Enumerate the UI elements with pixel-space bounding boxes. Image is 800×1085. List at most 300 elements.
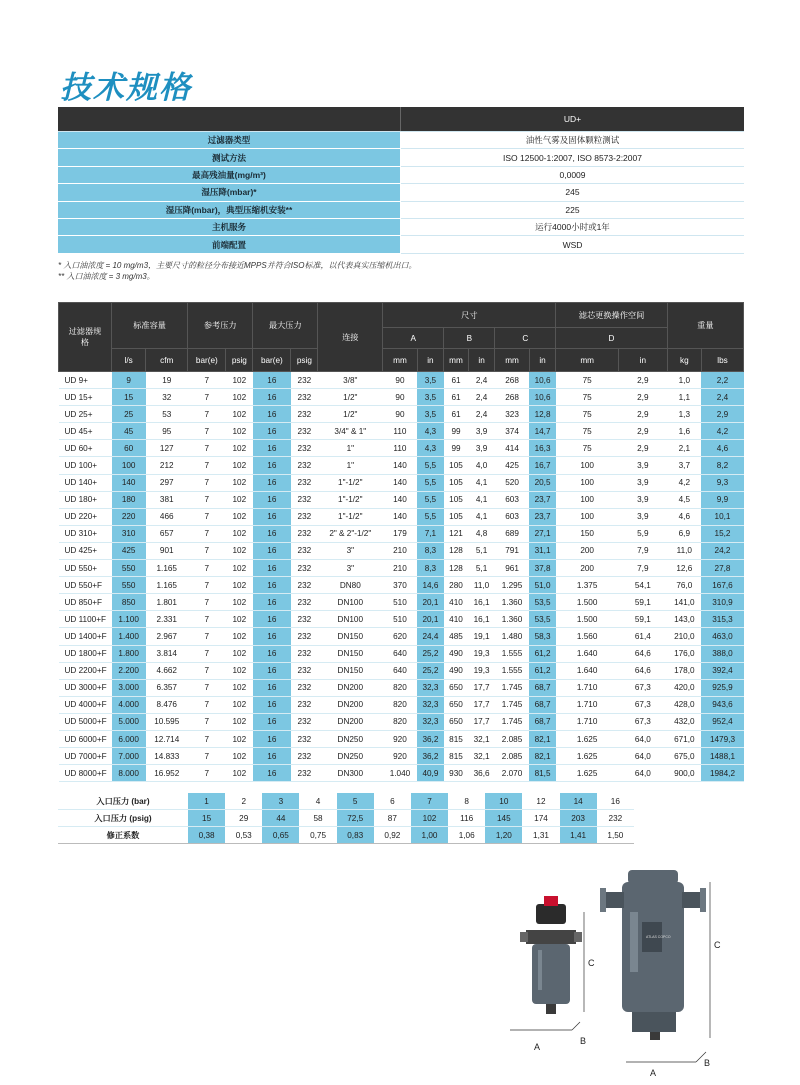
data-cell: 1.040 — [383, 765, 417, 782]
header-unit: in — [618, 349, 667, 372]
data-cell: 16 — [253, 594, 291, 611]
pressure-cell: 145 — [485, 810, 522, 827]
table-row — [59, 679, 744, 696]
data-cell: 102 — [226, 577, 253, 594]
data-cell: 36,2 — [417, 730, 444, 747]
data-cell: 102 — [226, 662, 253, 679]
spec-row — [58, 236, 744, 253]
data-cell: 232 — [291, 645, 318, 662]
brand-logo: ATLAS COPCO — [646, 935, 671, 939]
small-filter-indicator — [544, 896, 558, 906]
data-cell: 61 — [444, 372, 469, 389]
data-cell: 102 — [226, 542, 253, 559]
data-cell: 100 — [556, 457, 619, 474]
model-cell: UD 5000+F — [59, 713, 112, 730]
pressure-cell: 116 — [448, 810, 485, 827]
data-cell: 45 — [112, 423, 146, 440]
data-cell: 2" & 2"-1/2" — [318, 525, 383, 542]
data-cell: 820 — [383, 713, 417, 730]
data-cell: 1.375 — [556, 577, 619, 594]
data-cell: 14.833 — [146, 748, 188, 765]
data-cell: 90 — [383, 372, 417, 389]
pressure-cell: 232 — [597, 810, 634, 827]
data-cell: 102 — [226, 730, 253, 747]
data-cell: 381 — [146, 491, 188, 508]
data-cell: 64,6 — [618, 645, 667, 662]
data-cell: 59,1 — [618, 594, 667, 611]
data-cell: 102 — [226, 474, 253, 491]
data-cell: 4,8 — [468, 525, 495, 542]
data-cell: 20,1 — [417, 594, 444, 611]
data-cell: 61 — [444, 389, 469, 406]
data-cell: 7 — [188, 679, 226, 696]
data-cell: 1.400 — [112, 628, 146, 645]
data-cell: 64,0 — [618, 748, 667, 765]
data-cell: 7 — [188, 406, 226, 423]
data-cell: 40,9 — [417, 765, 444, 782]
table-row — [59, 406, 744, 423]
data-cell: 510 — [383, 594, 417, 611]
data-cell: 232 — [291, 406, 318, 423]
data-cell: 4,6 — [701, 440, 743, 457]
data-cell: 1/2" — [318, 389, 383, 406]
header-unit: mm — [383, 349, 417, 372]
data-cell: 901 — [146, 542, 188, 559]
header-unit: in — [417, 349, 444, 372]
data-cell: 2,9 — [618, 372, 667, 389]
model-cell: UD 4000+F — [59, 696, 112, 713]
data-cell: 105 — [444, 508, 469, 525]
data-cell: 19,3 — [468, 662, 495, 679]
data-cell: 27,1 — [529, 525, 556, 542]
data-cell: 490 — [444, 662, 469, 679]
data-cell: 54,1 — [618, 577, 667, 594]
data-cell: 64,0 — [618, 765, 667, 782]
data-cell: 178,0 — [667, 662, 701, 679]
data-cell: 2,4 — [468, 406, 495, 423]
table-row — [59, 645, 744, 662]
data-cell: 3,5 — [417, 372, 444, 389]
pressure-cell: 0,75 — [299, 827, 336, 844]
data-cell: 128 — [444, 542, 469, 559]
spec-row — [58, 149, 744, 166]
data-cell: 27,8 — [701, 560, 743, 577]
data-cell: 232 — [291, 594, 318, 611]
large-filter-drawing — [600, 870, 710, 1062]
table-row — [59, 560, 744, 577]
data-cell: 220 — [112, 508, 146, 525]
data-cell: 102 — [226, 594, 253, 611]
model-cell: UD 3000+F — [59, 679, 112, 696]
header-unit: mm — [495, 349, 529, 372]
data-cell: 7 — [188, 662, 226, 679]
data-cell: 603 — [495, 508, 529, 525]
data-cell: 4,1 — [468, 474, 495, 491]
pressure-cell: 0,38 — [188, 827, 225, 844]
data-cell: 550 — [112, 560, 146, 577]
pressure-cell: 44 — [262, 810, 299, 827]
data-cell: 100 — [556, 508, 619, 525]
product-table — [58, 302, 744, 782]
data-cell: 82,1 — [529, 730, 556, 747]
data-cell: 414 — [495, 440, 529, 457]
data-cell: 11,0 — [667, 542, 701, 559]
spec-value: WSD — [401, 236, 745, 253]
data-cell: 6.357 — [146, 679, 188, 696]
table-row — [59, 594, 744, 611]
data-cell: 16,3 — [529, 440, 556, 457]
data-cell: 1.165 — [146, 577, 188, 594]
data-cell: 7 — [188, 423, 226, 440]
spec-label: 前端配置 — [58, 236, 401, 253]
data-cell: 140 — [383, 457, 417, 474]
data-cell: 16 — [253, 491, 291, 508]
data-cell: 16,1 — [468, 611, 495, 628]
data-cell: 24,4 — [417, 628, 444, 645]
header-unit: psig — [226, 349, 253, 372]
table-row — [59, 713, 744, 730]
header-dim-a: A — [383, 328, 444, 349]
data-cell: 59,1 — [618, 611, 667, 628]
data-cell: 19,3 — [468, 645, 495, 662]
data-cell: 3,9 — [618, 474, 667, 491]
data-cell: 8,3 — [417, 542, 444, 559]
data-cell: 16,1 — [468, 594, 495, 611]
data-cell: 1.500 — [556, 594, 619, 611]
data-cell: 3/8" — [318, 372, 383, 389]
data-cell: 16 — [253, 713, 291, 730]
data-cell: 463,0 — [701, 628, 743, 645]
model-cell: UD 140+ — [59, 474, 112, 491]
table-row — [59, 748, 744, 765]
spec-label: 湿压降(mbar)* — [58, 184, 401, 201]
data-cell: 16 — [253, 730, 291, 747]
data-cell: 15 — [112, 389, 146, 406]
data-cell: 100 — [112, 457, 146, 474]
spec-value: 0,0009 — [401, 166, 745, 183]
data-cell: 432,0 — [667, 713, 701, 730]
data-cell: 75 — [556, 423, 619, 440]
data-cell: 58,3 — [529, 628, 556, 645]
data-cell: 7,9 — [618, 560, 667, 577]
pressure-cell: 102 — [411, 810, 448, 827]
data-cell: 5,5 — [417, 474, 444, 491]
data-cell: 900,0 — [667, 765, 701, 782]
data-cell: 3,9 — [468, 440, 495, 457]
data-cell: 8.476 — [146, 696, 188, 713]
pressure-row — [58, 827, 634, 844]
data-cell: 23,7 — [529, 508, 556, 525]
data-cell: 9,3 — [701, 474, 743, 491]
data-cell: DN150 — [318, 662, 383, 679]
data-cell: 20,1 — [417, 611, 444, 628]
data-cell: 1.710 — [556, 696, 619, 713]
data-cell: 1.480 — [495, 628, 529, 645]
pressure-row — [58, 810, 634, 827]
model-cell: UD 45+ — [59, 423, 112, 440]
footnote-1: * 入口油浓度 = 10 mg/m3，主要尺寸的粒径分布接近MPPS并符合ISO标准，以代表真实压缩机出口。 — [58, 261, 417, 270]
data-cell: 7 — [188, 645, 226, 662]
small-filter-label-b: B — [580, 1036, 587, 1046]
data-cell: 36,2 — [417, 748, 444, 765]
header-weight: 重量 — [667, 303, 743, 349]
data-cell: 268 — [495, 389, 529, 406]
model-cell: UD 180+ — [59, 491, 112, 508]
header-dim-c: C — [495, 328, 556, 349]
data-cell: 75 — [556, 372, 619, 389]
table-row — [59, 696, 744, 713]
data-cell: 1984,2 — [701, 765, 743, 782]
data-cell: 671,0 — [667, 730, 701, 747]
data-cell: 603 — [495, 491, 529, 508]
data-cell: 425 — [112, 542, 146, 559]
data-cell: 121 — [444, 525, 469, 542]
data-cell: 232 — [291, 491, 318, 508]
data-cell: 650 — [444, 696, 469, 713]
large-filter-label-a: A — [650, 1068, 657, 1078]
header-unit: bar(e) — [253, 349, 291, 372]
data-cell: 1.640 — [556, 662, 619, 679]
data-cell: 7 — [188, 577, 226, 594]
data-cell: 25 — [112, 406, 146, 423]
data-cell: 5,1 — [468, 542, 495, 559]
data-cell: 32,1 — [468, 730, 495, 747]
data-cell: 370 — [383, 577, 417, 594]
data-cell: 7,9 — [618, 542, 667, 559]
data-cell: 5,1 — [468, 560, 495, 577]
table-row — [59, 730, 744, 747]
data-cell: 16 — [253, 457, 291, 474]
data-cell: DN80 — [318, 577, 383, 594]
data-cell: 16 — [253, 628, 291, 645]
data-cell: 7 — [188, 594, 226, 611]
data-cell: 232 — [291, 765, 318, 782]
data-cell: 3,9 — [618, 491, 667, 508]
model-cell: UD 1100+F — [59, 611, 112, 628]
data-cell: DN250 — [318, 730, 383, 747]
pressure-row-label: 入口压力 (bar) — [58, 793, 188, 810]
data-cell: 232 — [291, 389, 318, 406]
data-cell: 791 — [495, 542, 529, 559]
pressure-row-label: 入口压力 (psig) — [58, 810, 188, 827]
data-cell: 16 — [253, 577, 291, 594]
table-row — [59, 662, 744, 679]
data-cell: 102 — [226, 645, 253, 662]
pressure-row-label: 修正系数 — [58, 827, 188, 844]
data-cell: 37,8 — [529, 560, 556, 577]
data-cell: 140 — [383, 474, 417, 491]
data-cell: 425 — [495, 457, 529, 474]
data-cell: 3/4" & 1" — [318, 423, 383, 440]
data-cell: 105 — [444, 474, 469, 491]
data-cell: 232 — [291, 440, 318, 457]
model-cell: UD 6000+F — [59, 730, 112, 747]
spec-row — [58, 201, 744, 218]
data-cell: 2,9 — [618, 440, 667, 457]
model-cell: UD 1400+F — [59, 628, 112, 645]
spec-row — [58, 184, 744, 201]
data-cell: 4,3 — [417, 423, 444, 440]
data-cell: 232 — [291, 372, 318, 389]
data-cell: 32,3 — [417, 713, 444, 730]
pressure-cell: 16 — [597, 793, 634, 810]
data-cell: 14,6 — [417, 577, 444, 594]
data-cell: 14,7 — [529, 423, 556, 440]
header-dimensions: 尺寸 — [383, 303, 556, 328]
spec-value: 245 — [401, 184, 745, 201]
model-cell: UD 550+ — [59, 560, 112, 577]
data-cell: 930 — [444, 765, 469, 782]
pressure-cell: 72,5 — [337, 810, 374, 827]
pressure-cell: 7 — [411, 793, 448, 810]
data-cell: 19 — [146, 372, 188, 389]
data-cell: 64,6 — [618, 662, 667, 679]
data-cell: 100 — [556, 491, 619, 508]
data-cell: 9,9 — [701, 491, 743, 508]
data-cell: 81,5 — [529, 765, 556, 782]
data-cell: 1.625 — [556, 730, 619, 747]
data-cell: 16 — [253, 542, 291, 559]
spec-value: 油性气雾及固体颗粒测试 — [401, 132, 745, 149]
data-cell: 232 — [291, 628, 318, 645]
data-cell: 4,0 — [468, 457, 495, 474]
data-cell: 7 — [188, 696, 226, 713]
data-cell: 820 — [383, 696, 417, 713]
data-cell: 90 — [383, 406, 417, 423]
data-cell: 374 — [495, 423, 529, 440]
pressure-cell: 10 — [485, 793, 522, 810]
data-cell: 7 — [188, 713, 226, 730]
data-cell: 102 — [226, 679, 253, 696]
data-cell: 5,5 — [417, 508, 444, 525]
data-cell: 150 — [556, 525, 619, 542]
data-cell: 31,1 — [529, 542, 556, 559]
data-cell: 12,8 — [529, 406, 556, 423]
data-cell: 3,9 — [618, 457, 667, 474]
data-cell: 25,2 — [417, 662, 444, 679]
data-cell: 1.801 — [146, 594, 188, 611]
data-cell: 16 — [253, 474, 291, 491]
spec-label: 主机服务 — [58, 218, 401, 235]
data-cell: 128 — [444, 560, 469, 577]
data-cell: 200 — [556, 560, 619, 577]
data-cell: 75 — [556, 440, 619, 457]
data-cell: 53,5 — [529, 611, 556, 628]
data-cell: 1.560 — [556, 628, 619, 645]
data-cell: 7 — [188, 457, 226, 474]
data-cell: 1.800 — [112, 645, 146, 662]
data-cell: 99 — [444, 423, 469, 440]
data-cell: 140 — [112, 474, 146, 491]
data-cell: 105 — [444, 491, 469, 508]
data-cell: 68,7 — [529, 679, 556, 696]
data-cell: 102 — [226, 491, 253, 508]
data-cell: 510 — [383, 611, 417, 628]
data-cell: 4,1 — [468, 491, 495, 508]
data-cell: 17,7 — [468, 713, 495, 730]
pressure-cell: 0,92 — [374, 827, 411, 844]
model-cell: UD 550+F — [59, 577, 112, 594]
model-cell: UD 425+ — [59, 542, 112, 559]
data-cell: 1.710 — [556, 713, 619, 730]
data-cell: 179 — [383, 525, 417, 542]
data-cell: 102 — [226, 713, 253, 730]
large-filter-label-c: C — [714, 940, 721, 950]
header-model — [59, 303, 112, 372]
data-cell: 75 — [556, 389, 619, 406]
data-cell: 1,6 — [667, 423, 701, 440]
spec-row — [58, 132, 744, 149]
data-cell: 466 — [146, 508, 188, 525]
data-cell: 3,5 — [417, 389, 444, 406]
data-cell: 640 — [383, 645, 417, 662]
pressure-cell: 8 — [448, 793, 485, 810]
data-cell: 11,0 — [468, 577, 495, 594]
data-cell: 232 — [291, 730, 318, 747]
data-cell: 61 — [444, 406, 469, 423]
table-row — [59, 423, 744, 440]
header-dim-b: B — [444, 328, 495, 349]
data-cell: 102 — [226, 525, 253, 542]
data-cell: 102 — [226, 440, 253, 457]
data-cell: 323 — [495, 406, 529, 423]
data-cell: 620 — [383, 628, 417, 645]
pressure-cell: 15 — [188, 810, 225, 827]
data-cell: 68,7 — [529, 696, 556, 713]
data-cell: 280 — [444, 577, 469, 594]
data-cell: 32,3 — [417, 679, 444, 696]
data-cell: 7 — [188, 491, 226, 508]
data-cell: 657 — [146, 525, 188, 542]
data-cell: 550 — [112, 577, 146, 594]
data-cell: 3,9 — [468, 423, 495, 440]
data-cell: 16 — [253, 389, 291, 406]
pressure-cell: 0,83 — [337, 827, 374, 844]
data-cell: 2,4 — [701, 389, 743, 406]
header-unit: psig — [291, 349, 318, 372]
table-row — [59, 508, 744, 525]
data-cell: 3" — [318, 542, 383, 559]
data-cell: 1.165 — [146, 560, 188, 577]
data-cell: 1488,1 — [701, 748, 743, 765]
data-cell: 2,9 — [618, 389, 667, 406]
data-cell: DN150 — [318, 628, 383, 645]
pressure-cell: 6 — [374, 793, 411, 810]
table-row — [59, 611, 744, 628]
data-cell: 6,9 — [667, 525, 701, 542]
data-cell: 16 — [253, 679, 291, 696]
data-cell: 16 — [253, 765, 291, 782]
data-cell: 850 — [112, 594, 146, 611]
data-cell: 61,4 — [618, 628, 667, 645]
data-cell: 1"-1/2" — [318, 508, 383, 525]
data-cell: 140 — [383, 491, 417, 508]
model-cell: UD 850+F — [59, 594, 112, 611]
data-cell: 3" — [318, 560, 383, 577]
data-cell: 76,0 — [667, 577, 701, 594]
data-cell: 7 — [188, 765, 226, 782]
data-cell: 520 — [495, 474, 529, 491]
page-title: 技术规格 — [60, 70, 192, 106]
data-cell: 102 — [226, 389, 253, 406]
data-cell: DN250 — [318, 748, 383, 765]
data-cell: 310,9 — [701, 594, 743, 611]
data-cell: 232 — [291, 474, 318, 491]
data-cell: 1.625 — [556, 748, 619, 765]
data-cell: 650 — [444, 713, 469, 730]
data-cell: 10,1 — [701, 508, 743, 525]
data-cell: 8,3 — [417, 560, 444, 577]
